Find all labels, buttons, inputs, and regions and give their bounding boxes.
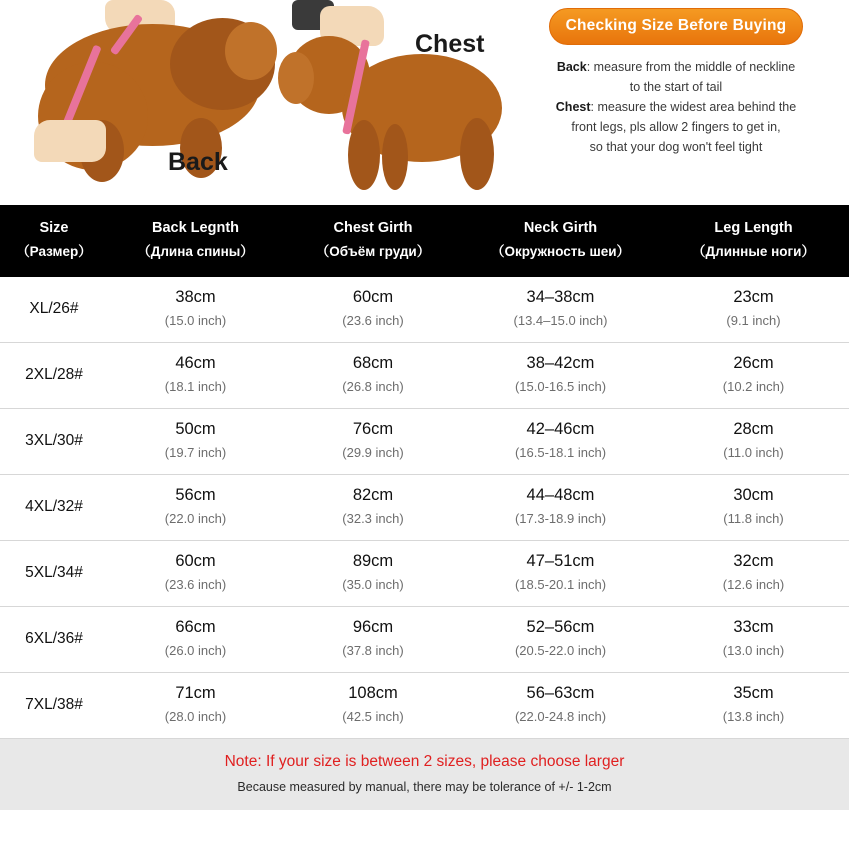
column-header-back-length [108,205,283,277]
hero-illustration-band [0,0,849,205]
footer-note-sub: Because measured by manual, there may be tolerance of +/- 1-2cm [237,780,612,794]
cell-leg-length [658,673,849,739]
cell-leg-length-inch: (13.8 inch) [722,709,785,724]
instruction-chest-text: : measure the widest area behind the [590,100,797,114]
cell-neck-girth-cm: 44–48cm [526,486,595,504]
footer-note [0,739,849,810]
cell-leg-length-inch: (11.0 inch) [723,445,784,460]
cell-back-length [108,673,283,739]
table-row [0,607,849,673]
cell-size: XL/26# [0,277,108,343]
cell-neck-girth-inch: (16.5-18.1 inch) [514,445,607,460]
instruction-chest-label: Chest [555,100,591,114]
cell-size: 2XL/28# [0,343,108,409]
cell-chest-girth-cm: 68cm [352,354,394,372]
cell-chest-girth-cm: 76cm [352,420,394,438]
label-chest: Chest [415,30,485,58]
cell-back-length-cm: 60cm [175,552,216,570]
table-body [0,277,849,739]
cell-neck-girth [463,607,658,673]
cell-neck-girth-inch: (18.5-20.1 inch) [514,577,607,592]
label-back: Back [168,148,228,176]
cell-back-length-cm: 71cm [175,684,216,702]
cell-leg-length-inch: (9.1 inch) [726,313,781,328]
cell-chest-girth-inch: (29.9 inch) [342,445,404,460]
cell-chest-girth [283,475,463,541]
table-header [0,205,849,277]
footer-note-main: Note: If your size is between 2 sizes, please choose larger [224,753,625,770]
cell-chest-girth-cm: 89cm [352,552,394,570]
cell-neck-girth [463,277,658,343]
cell-chest-girth [283,409,463,475]
measuring-instructions-panel [517,8,835,157]
cell-back-length-inch: (23.6 inch) [164,577,227,592]
cell-size: 6XL/36# [0,607,108,673]
column-header-size-main: Size [39,220,69,236]
cell-leg-length-cm: 35cm [733,684,774,702]
cell-leg-length-cm: 30cm [733,486,774,504]
cell-back-length-inch: (19.7 inch) [164,445,227,460]
cell-chest-girth-inch: (37.8 inch) [342,643,404,658]
cell-leg-length [658,607,849,673]
table-row [0,475,849,541]
cell-neck-girth [463,673,658,739]
dog-ear-shape-b [278,52,314,104]
column-header-leg-length-sub: （Длинные ноги） [692,244,815,259]
cell-leg-length-cm: 33cm [733,618,774,636]
instruction-back-text: : measure from the middle of neckline [586,60,796,74]
column-header-neck-girth-main: Neck Girth [523,220,598,236]
cell-leg-length-cm: 23cm [733,288,774,306]
cell-chest-girth-cm: 60cm [352,288,394,306]
cell-neck-girth-cm: 56–63cm [526,684,595,702]
cell-back-length [108,475,283,541]
cell-leg-length-cm: 28cm [733,420,774,438]
cell-back-length-inch: (15.0 inch) [164,313,227,328]
dog-photo-back-measure [20,0,290,200]
cell-chest-girth-inch: (42.5 inch) [342,709,404,724]
cell-neck-girth-cm: 42–46cm [526,420,595,438]
cell-neck-girth [463,409,658,475]
cell-leg-length [658,475,849,541]
cell-leg-length [658,409,849,475]
dog-front-leg-shape-2 [382,124,408,190]
cell-neck-girth-inch: (15.0-16.5 inch) [514,379,607,394]
table-row [0,541,849,607]
cell-size: 5XL/34# [0,541,108,607]
cell-back-length [108,277,283,343]
cell-leg-length [658,277,849,343]
cell-back-length-inch: (28.0 inch) [164,709,227,724]
cell-neck-girth [463,541,658,607]
column-header-chest-girth [283,205,463,277]
cell-leg-length-inch: (10.2 inch) [722,379,785,394]
cell-leg-length-cm: 32cm [733,552,774,570]
cell-leg-length-inch: (12.6 inch) [722,577,785,592]
cell-chest-girth-cm: 96cm [352,618,394,636]
cell-back-length-cm: 38cm [175,288,216,306]
cell-back-length-inch: (26.0 inch) [164,643,227,658]
table-row [0,277,849,343]
column-header-leg-length-main: Leg Length [714,220,793,236]
table-row [0,343,849,409]
table-header-row [0,205,849,277]
column-header-back-length-main: Back Legnth [151,220,239,236]
column-header-back-length-sub: （Длина спины） [137,244,254,259]
instructions-title-badge: Checking Size Before Buying [549,8,804,45]
hand-bottom-left-icon [34,120,106,162]
dog-hind-leg-shape [460,118,494,190]
instruction-line-2: to the start of tail [629,80,723,94]
cell-neck-girth-inch: (20.5-22.0 inch) [514,643,607,658]
cell-leg-length [658,541,849,607]
column-header-neck-girth [463,205,658,277]
cell-neck-girth [463,343,658,409]
cell-back-length-inch: (18.1 inch) [164,379,227,394]
cell-back-length [108,541,283,607]
cell-leg-length [658,343,849,409]
cell-chest-girth-cm: 82cm [352,486,394,504]
cell-neck-girth-inch: (22.0-24.8 inch) [514,709,607,724]
cell-size: 4XL/32# [0,475,108,541]
instruction-back-label: Back [556,60,587,74]
cell-back-length-cm: 56cm [175,486,216,504]
cell-chest-girth [283,277,463,343]
column-header-neck-girth-sub: （Окружность шеи） [490,244,631,259]
cell-chest-girth-inch: (32.3 inch) [342,511,404,526]
cell-size: 7XL/38# [0,673,108,739]
instruction-line-3 [517,97,835,117]
column-header-chest-girth-main: Chest Girth [333,220,413,236]
cell-chest-girth [283,541,463,607]
cell-back-length [108,607,283,673]
column-header-chest-girth-sub: （Объём груди） [315,244,431,259]
cell-chest-girth-inch: (35.0 inch) [342,577,404,592]
cell-back-length-inch: (22.0 inch) [164,511,227,526]
cell-back-length-cm: 46cm [175,354,216,372]
size-table [0,205,849,739]
instruction-line-4: front legs, pls allow 2 fingers to get in, [571,120,781,134]
cell-neck-girth-cm: 47–51cm [526,552,595,570]
column-header-size-sub: （Размер） [16,244,92,259]
cell-chest-girth-inch: (26.8 inch) [342,379,404,394]
cell-back-length [108,343,283,409]
instruction-line-5: so that your dog won't feel tight [589,140,763,154]
cell-neck-girth-cm: 52–56cm [526,618,595,636]
cell-chest-girth [283,343,463,409]
cell-size: 3XL/30# [0,409,108,475]
cell-back-length [108,409,283,475]
cell-back-length-cm: 50cm [175,420,216,438]
cell-neck-girth-cm: 34–38cm [526,288,595,306]
cell-leg-length-inch: (13.0 inch) [722,643,785,658]
cell-neck-girth [463,475,658,541]
table-row [0,409,849,475]
cell-leg-length-cm: 26cm [733,354,774,372]
instruction-line-1 [517,57,835,77]
instructions-text [517,57,835,157]
cell-neck-girth-cm: 38–42cm [526,354,595,372]
cell-chest-girth [283,607,463,673]
cell-chest-girth-cm: 108cm [348,684,398,702]
cell-chest-girth-inch: (23.6 inch) [342,313,404,328]
cell-neck-girth-inch: (13.4–15.0 inch) [513,313,608,328]
table-row [0,673,849,739]
column-header-leg-length [658,205,849,277]
dog-front-leg-shape [348,120,380,190]
cell-chest-girth [283,673,463,739]
cell-neck-girth-inch: (17.3-18.9 inch) [514,511,607,526]
cell-leg-length-inch: (11.8 inch) [723,511,784,526]
cell-back-length-cm: 66cm [175,618,216,636]
column-header-size [0,205,108,277]
